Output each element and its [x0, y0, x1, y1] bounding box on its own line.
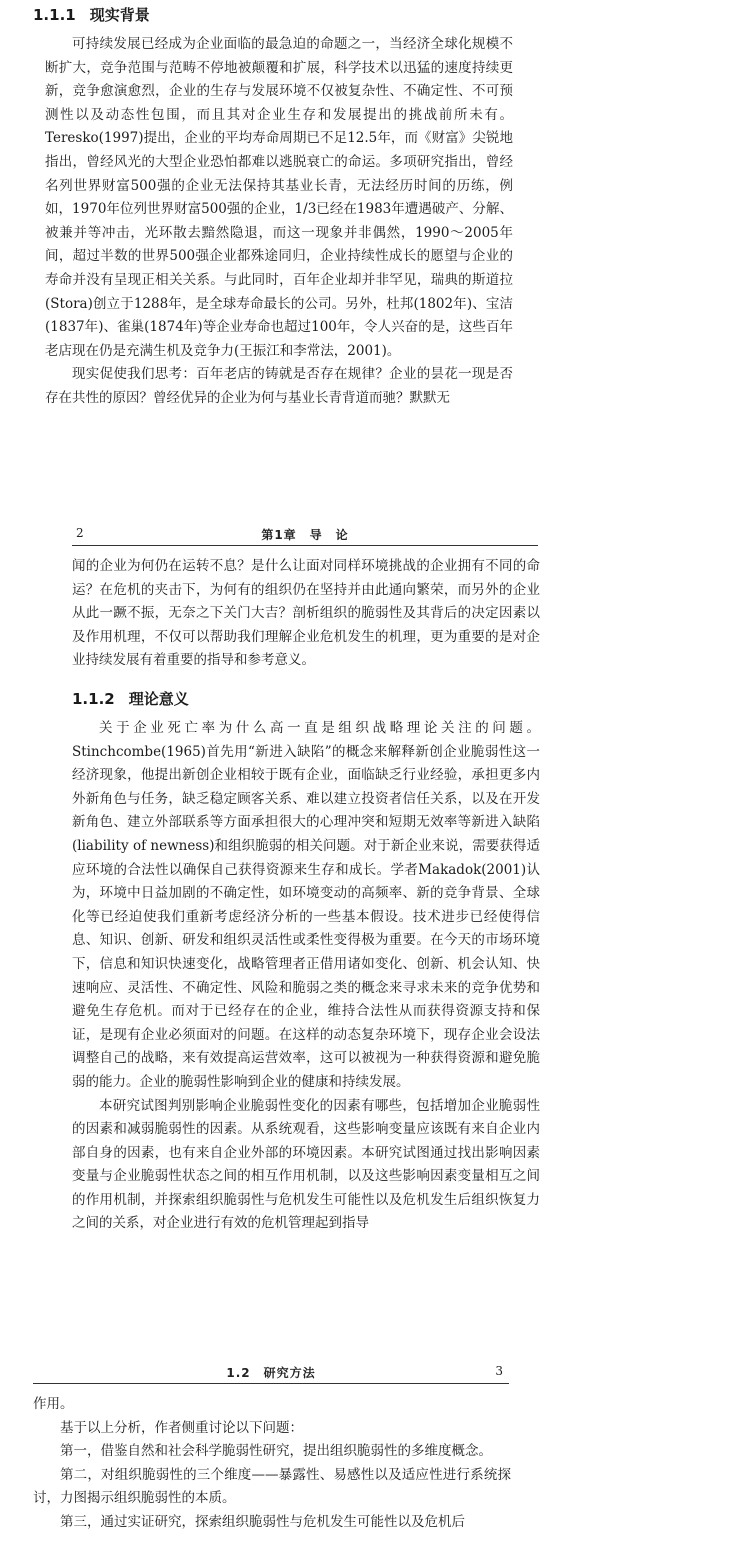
page-header-2	[72, 526, 538, 548]
paragraph: 现实促使我们思考：百年老店的铸就是否存在规律？企业的昙花一现是否存在共性的原因？曾经优异的企业为何与基业长青背道而驰？默默无	[45, 366, 513, 406]
paragraph: 本研究试图判别影响企业脆弱性变化的因素有哪些，包括增加企业脆弱性的因素和减弱脆弱性的因素。从系统观看，这些影响变量应该既有来自企业内部自身的因素，也有来自企业外部的环境因素。本研究试图通过找出影响因素变量与企业脆弱性状态之间的相互作用机制，以及这些影响因素变量相互之间的作用机制，并探索组织脆弱性与危机发生可能性以及危机发生后组织恢复力之间的关系，对企业进行有效的危机管理起到指导	[72, 1097, 540, 1232]
list-item-3: 第三，通过实证研究，探索组织脆弱性与危机发生可能性以及危机后	[60, 1513, 465, 1530]
paragraph: 基于以上分析，作者侧重讨论以下问题：	[60, 1419, 303, 1436]
section-title: 现实背景	[89, 6, 150, 24]
page-number: 2	[76, 526, 84, 540]
body-text-page-3	[33, 1393, 511, 1535]
section-number: 1.1.2	[72, 690, 115, 708]
header-rule	[72, 545, 538, 546]
running-header: 第1章 导 论	[261, 528, 349, 542]
section-title: 理论意义	[128, 690, 189, 708]
section-heading-1-1-2	[72, 688, 538, 709]
page-header-3	[33, 1364, 509, 1386]
section-number: 1.1.1	[33, 6, 76, 24]
list-item-1: 第一，借鉴自然和社会科学脆弱性研究，提出组织脆弱性的多维度概念。	[60, 1443, 492, 1460]
list-item-2: 第二，对组织脆弱性的三个维度——暴露性、易感性以及适应性进行系统探讨，力图揭示组织脆弱性的本质。	[33, 1466, 511, 1507]
body-text-1-1-1	[45, 33, 513, 411]
header-rule	[33, 1383, 509, 1384]
paragraph: 可持续发展已经成为企业面临的最急迫的命题之一，当经济全球化规模不断扩大，竞争范围与范畴不停地被颠覆和扩展，科学技术以迅猛的速度持续更新，竞争愈演愈烈，企业的生存与发展环境不仅被复杂性、不确定性、不可预测性以及动态性包围，而且其对企业生存和发展提出的挑战前所未有。Teresko(1997)提出，企业的平均寿命周期已不足12.5年，而《财富》尖锐地指出，曾经风光的大型企业恐怕都难以逃脱衰亡的命运。多项研究指出，曾经名列世界财富500强的企业无法保持其基业长青，无法经历时间的历练，例如，1970年位列世界财富500强的企业，1/3已经在1983年遭遇破产、分解、被兼并等冲击，光环散去黯然隐退，而这一现象并非偶然，1990～2005年间，超过半数的世界500强企业都殊途同归，企业持续性成长的愿望与企业的寿命并没有呈现正相关关系。与此同时，百年企业却并非罕见，瑞典的斯道拉(Stora)创立于1288年，是全球寿命最长的公司。另外，杜邦(1802年)、宝洁(1837年)、雀巢(1874年)等企业寿命也超过100年，令人兴奋的是，这些百年老店现在仍是充满生机及竞争力(王振江和李常法，2001)。	[45, 36, 513, 359]
section-heading-1-1-1	[33, 4, 513, 25]
body-text-page-2	[72, 555, 540, 673]
paragraph-end: 作用。	[33, 1396, 74, 1412]
paragraph: 关于企业死亡率为什么高一直是组织战略理论关注的问题。Stinchcombe(1965)首先用“新进入缺陷”的概念来解释新创企业脆弱性这一经济现象，他提出新创企业相较于既有企业，面临缺乏行业经验，承担更多内外新角色与任务，缺乏稳定顾客关系、难以建立投资者信任关系，以及在开发新角色、建立外部联系等方面承担很大的心理冲突和短期无效率等新进入缺陷(liability of newness)和组织脆弱的相关问题。对于新企业来说，需要获得适应环境的合法性以确保自己获得资源来生存和成长。学者Makadok(2001)认为，环境中日益加剧的不确定性，如环境变动的高频率、新的竞争背景、全球化等已经迫使我们重新考虑经济分析的一些基本假设。技术进步已经使得信息、知识、创新、研发和组织灵活性或柔性变得极为重要。在今天的市场环境下，信息和知识快速变化，战略管理者正借用诸如变化、创新、机会认知、快速响应、灵活性、不确定性、风险和脆弱之类的概念来寻求未来的竞争优势和避免生存危机。而对于已经存在的企业，维持合法性从而获得资源支持和保证，是现有企业必须面对的问题。在这样的动态复杂环境下，现存企业会设法调整自己的战略，来有效提高运营效率，这可以被视为一种获得资源和避免脆弱的能力。企业的脆弱性影响到企业的健康和持续发展。	[72, 720, 540, 1090]
paragraph-continuation: 闻的企业为何仍在运转不息？是什么让面对同样环境挑战的企业拥有不同的命运？在危机的夹击下，为何有的组织仍在坚持并由此通向繁荣，而另外的企业从此一蹶不振，无奈之下关门大吉？剖析组织的脆弱性及其背后的决定因素以及作用机理，不仅可以帮助我们理解企业危机发生的机理，更为重要的是对企业持续发展有着重要的指导和参考意义。	[72, 558, 540, 669]
page-number: 3	[495, 1364, 503, 1378]
body-text-1-1-2	[72, 717, 540, 1236]
running-header: 1.2 研究方法	[226, 1366, 316, 1380]
